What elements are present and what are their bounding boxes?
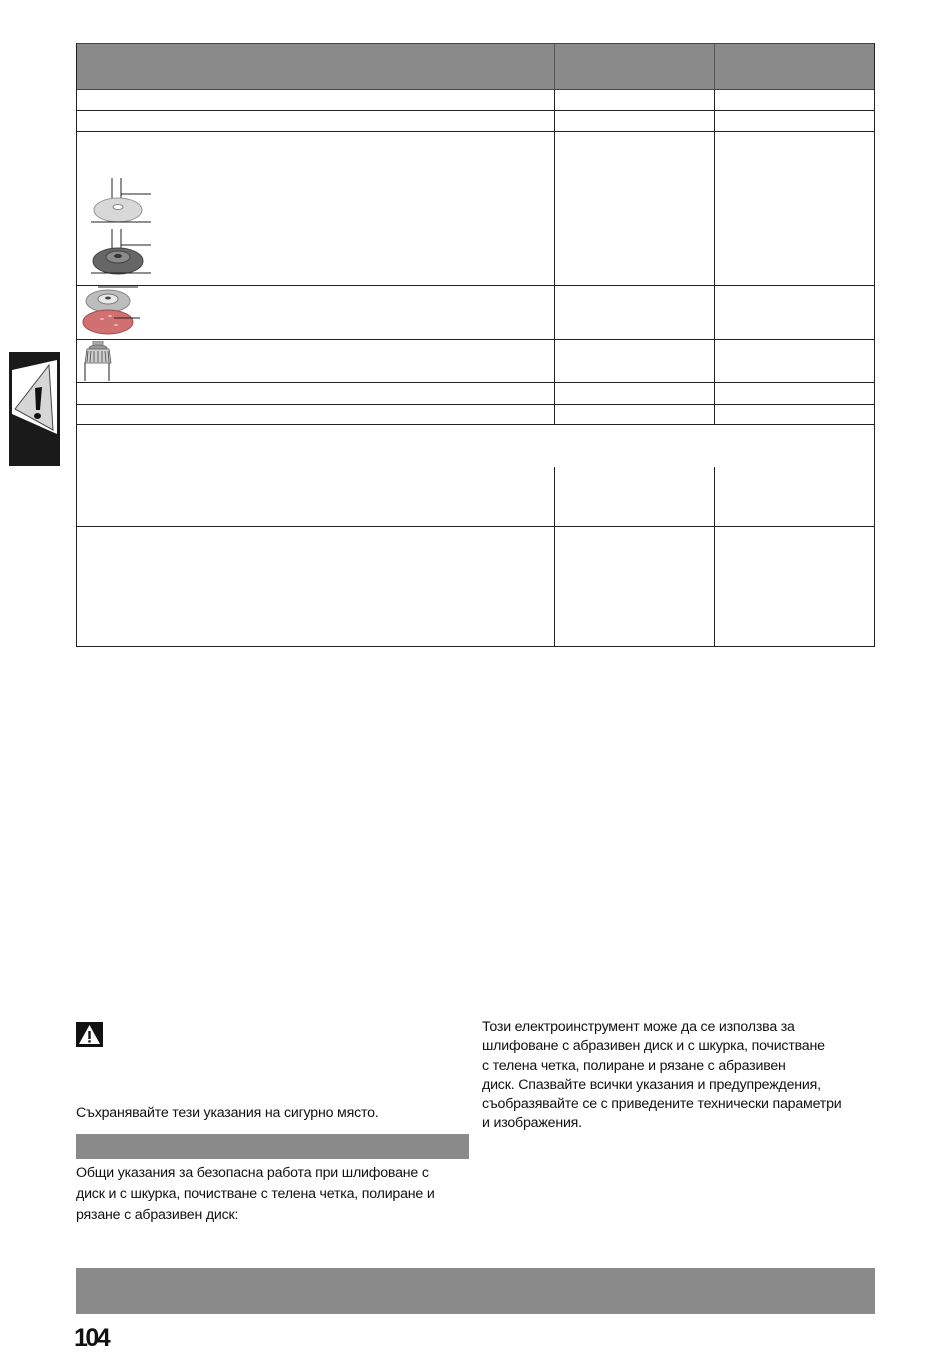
sanding-disc-icon <box>80 286 144 338</box>
safety-intro-line: рязане с абразивен диск: <box>76 1207 239 1223</box>
flat-grinding-disc-icon <box>88 178 154 226</box>
column-separator <box>554 90 555 424</box>
row-separator <box>76 382 875 383</box>
usage-line: диск. Спазвайте всички указания и предупреждения, <box>482 1076 821 1093</box>
row-separator <box>76 424 875 425</box>
column-separator <box>714 526 715 647</box>
row-separator <box>76 404 875 405</box>
safety-intro-line: диск и с шкурка, почистване с телена четка, полиране и <box>76 1186 435 1202</box>
wire-cup-brush-icon <box>82 341 116 381</box>
row-separator <box>76 339 875 340</box>
page-number: 104 <box>74 1324 109 1352</box>
usage-line: и изображения. <box>482 1115 582 1132</box>
safety-intro-text <box>76 1163 435 1226</box>
section-heading-bar <box>76 1134 469 1159</box>
column-separator <box>714 467 715 526</box>
row-separator <box>76 110 875 111</box>
keep-instructions-text: Съхранявайте тези указания на сигурно място. <box>76 1105 379 1121</box>
footer-bar <box>76 1268 875 1314</box>
usage-line: Този електроинструмент може да се използва за <box>482 1019 795 1035</box>
side-warning-tab <box>9 352 60 466</box>
row-separator <box>76 285 875 286</box>
column-separator <box>714 90 715 424</box>
usage-line: с телена четка, полиране и рязане с абразивен <box>482 1057 786 1074</box>
safety-intro-line: Общи указания за безопасна работа при шлифоване с <box>76 1165 429 1181</box>
column-separator <box>554 526 555 647</box>
warning-triangle-icon <box>76 1022 103 1047</box>
usage-line: шлифоване с абразивен диск и с шкурка, почистване <box>482 1038 825 1055</box>
table-header <box>76 43 875 90</box>
spec-table <box>76 43 875 647</box>
depressed-center-disc-icon <box>88 229 154 279</box>
row-separator <box>76 526 875 527</box>
exclamation-warning-icon <box>9 352 60 466</box>
row-separator <box>76 131 875 132</box>
column-separator <box>554 467 555 526</box>
usage-line: съобразявайте се с приведените технически параметри <box>482 1096 842 1113</box>
usage-text <box>482 1018 842 1134</box>
